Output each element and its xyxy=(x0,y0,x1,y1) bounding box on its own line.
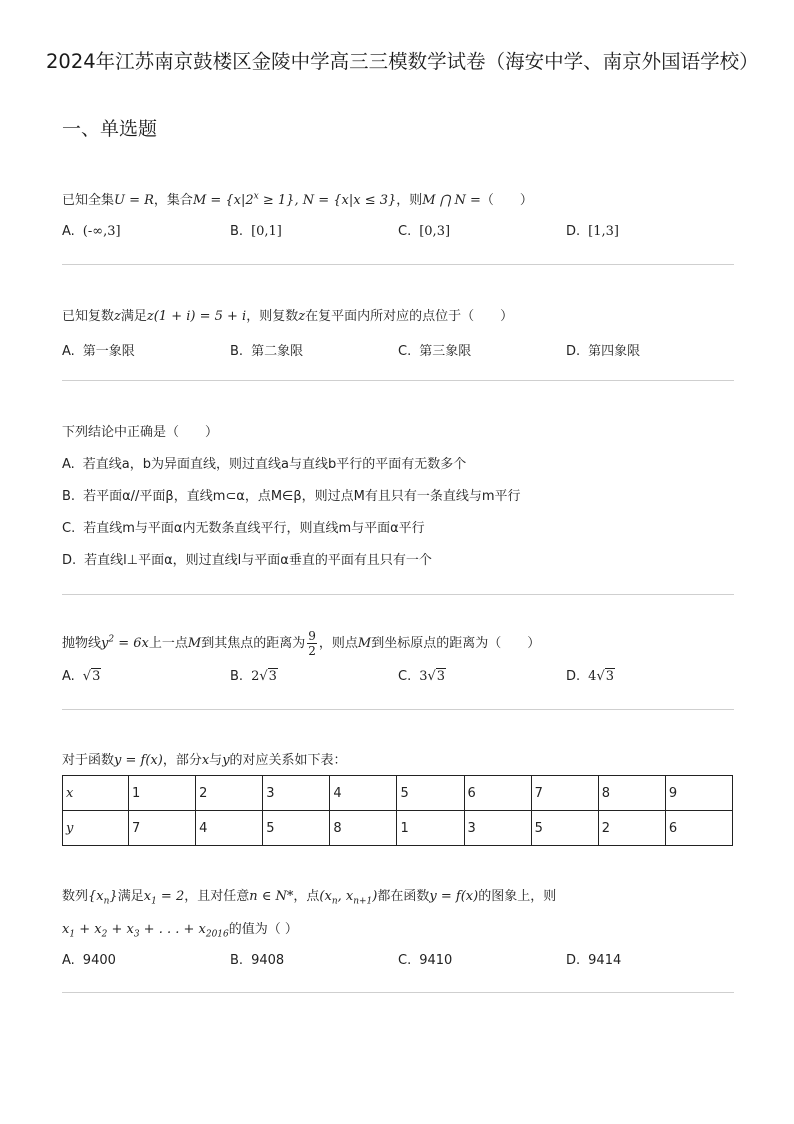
question-5-stem-line-2: $x_1 + x_2 + x_3$ + . . . + $x_{2016}$的值为（ ） xyxy=(62,922,298,940)
q4-math-parabola: $y^2 = 6x$ xyxy=(101,634,149,651)
option-b[interactable]: B. 第二象限 xyxy=(230,344,304,359)
question-divider xyxy=(62,264,734,265)
q1-math-universe: U = R xyxy=(114,193,154,208)
q1-math-expr: M ⋂ N = xyxy=(422,193,481,208)
table-cell: 7 xyxy=(531,776,598,811)
table-cell: 1 xyxy=(397,811,464,846)
q1-text: ，则 xyxy=(396,193,423,208)
option-a[interactable]: A. 9400 xyxy=(62,953,116,968)
q1-math-set-m: $M = \{x|2^x \ge 1\}$, N = {x|x ≤ 3} xyxy=(192,191,397,208)
question-3-stem: 下列结论中正确是（ ） xyxy=(62,425,219,440)
fraction-9-over-2: $\frac{9}{2}$ xyxy=(308,629,316,658)
option-c[interactable]: C. 9410 xyxy=(398,953,453,968)
table-cell: 1 xyxy=(129,776,196,811)
option-c[interactable]: C. 3√3 xyxy=(398,669,446,684)
question-3 xyxy=(62,424,734,577)
table-cell: 3 xyxy=(464,811,531,846)
table-cell: 7 xyxy=(129,811,196,846)
question-4-stem: 抛物线$y^2 = 6x$上一点M到其焦点的距离为 $\frac{9}{2}$ ，则点M到坐标原点的距离为（ ） xyxy=(62,629,541,658)
table-cell: 6 xyxy=(665,811,732,846)
question-5-stem-line-1: 数列$\{x_n\}$满足$x_1 = 2$，且对任意n ∈ N*，点($x_n$, $x_{n+1}$)都在函数y = f(x)的图象上，则 xyxy=(62,889,557,907)
q1-text: ，集合 xyxy=(153,193,193,208)
table-cell: 5 xyxy=(397,776,464,811)
question-4-options xyxy=(62,669,734,689)
option-a[interactable]: A. 第一象限 xyxy=(62,344,135,359)
table-row xyxy=(63,811,733,846)
option-c[interactable]: C. [0,3] xyxy=(398,224,451,239)
option-c[interactable]: C. 若直线m与平面α内无数条直线平行，则直线m与平面α平行 xyxy=(62,521,425,536)
option-b[interactable]: B. 2√3 xyxy=(230,669,277,684)
option-a[interactable]: A. 若直线a，b为异面直线，则过直线a与直线b平行的平面有无数多个 xyxy=(62,457,467,472)
question-5 xyxy=(62,888,734,973)
table-row xyxy=(63,776,733,811)
option-d[interactable]: D. 9414 xyxy=(566,953,622,968)
page-title: 2024年江苏南京鼓楼区金陵中学高三三模数学试卷（海安中学、南京外国语学校） xyxy=(46,50,759,73)
option-d[interactable]: D. 第四象限 xyxy=(566,344,641,359)
table-cell: 5 xyxy=(531,811,598,846)
table-cell: 4 xyxy=(330,776,397,811)
question-4 xyxy=(62,625,734,689)
value-table xyxy=(62,775,733,846)
table-cell: 8 xyxy=(598,776,665,811)
option-b[interactable]: B. [0,1] xyxy=(230,224,282,239)
question-3-options xyxy=(62,449,734,577)
question-1 xyxy=(62,192,734,244)
question-5-intro xyxy=(62,752,734,770)
option-a[interactable]: A. (-∞,3] xyxy=(62,224,121,239)
table-cell: 4 xyxy=(196,811,263,846)
table-row-label: x xyxy=(63,776,129,811)
table-cell: 6 xyxy=(464,776,531,811)
option-d[interactable]: D. 4√3 xyxy=(566,669,615,684)
table-cell: 5 xyxy=(263,811,330,846)
table-cell: 2 xyxy=(598,811,665,846)
question-divider xyxy=(62,594,734,595)
table-cell: 2 xyxy=(196,776,263,811)
question-2-options xyxy=(62,340,734,360)
question-1-stem xyxy=(62,192,734,210)
table-cell: 9 xyxy=(665,776,732,811)
option-d[interactable]: D. [1,3] xyxy=(566,224,619,239)
question-divider xyxy=(62,992,734,993)
table-row-label: y xyxy=(63,811,129,846)
question-divider xyxy=(62,380,734,381)
option-a[interactable]: A. √3 xyxy=(62,669,101,684)
question-5-options xyxy=(62,953,734,973)
table-cell: 8 xyxy=(330,811,397,846)
option-c[interactable]: C. 第三象限 xyxy=(398,344,472,359)
option-b[interactable]: B. 若平面α//平面β，直线m⊂α，点M∈β，则过点M有且只有一条直线与m平行 xyxy=(62,489,521,504)
question-5-intro-text: 对于函数y = f(x)，部分x与y的对应关系如下表： xyxy=(62,753,347,768)
question-divider xyxy=(62,709,734,710)
q1-text: 已知全集 xyxy=(62,193,115,208)
section-heading: 一、单选题 xyxy=(62,118,158,140)
question-2 xyxy=(62,308,734,360)
table-cell: 3 xyxy=(263,776,330,811)
option-b[interactable]: B. 9408 xyxy=(230,953,285,968)
option-d[interactable]: D. 若直线l⊥平面α，则过直线l与平面α垂直的平面有且只有一个 xyxy=(62,553,432,568)
question-1-options xyxy=(62,224,734,244)
q1-text: （ ） xyxy=(480,193,533,208)
question-2-stem: 已知复数z满足z(1 + i) = 5 + i，则复数z在复平面内所对应的点位于（ ） xyxy=(62,309,514,324)
